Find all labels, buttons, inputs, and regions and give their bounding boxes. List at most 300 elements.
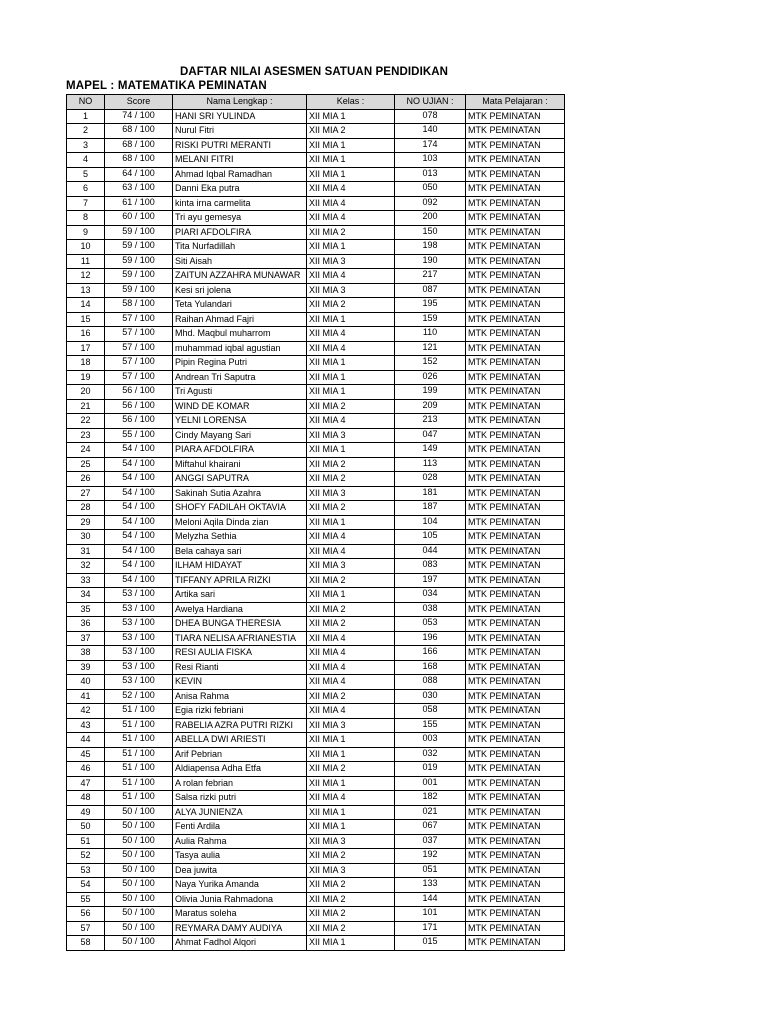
cell-no-ujian: 047 xyxy=(395,428,466,443)
table-row xyxy=(67,182,565,197)
cell-nama: Arif Pebrian xyxy=(173,747,307,762)
column-header-score: Score xyxy=(105,95,173,110)
cell-kelas: XII MIA 1 xyxy=(307,370,395,385)
cell-nama: SHOFY FADILAH OKTAVIA xyxy=(173,501,307,516)
cell-kelas: XII MIA 2 xyxy=(307,878,395,893)
cell-score: 53 / 100 xyxy=(105,660,173,675)
cell-no-ujian: 187 xyxy=(395,501,466,516)
cell-no: 24 xyxy=(67,443,105,458)
cell-nama: Bela cahaya sari xyxy=(173,544,307,559)
cell-mapel: MTK PEMINATAN xyxy=(466,878,565,893)
cell-no-ujian: 037 xyxy=(395,834,466,849)
cell-kelas: XII MIA 4 xyxy=(307,182,395,197)
cell-no-ujian: 209 xyxy=(395,399,466,414)
cell-nama: Tri Agusti xyxy=(173,385,307,400)
cell-score: 57 / 100 xyxy=(105,356,173,371)
cell-kelas: XII MIA 3 xyxy=(307,559,395,574)
cell-nama: Awelya Hardiana xyxy=(173,602,307,617)
cell-no: 31 xyxy=(67,544,105,559)
table-row xyxy=(67,167,565,182)
cell-no-ujian: 026 xyxy=(395,370,466,385)
cell-no: 27 xyxy=(67,486,105,501)
table-row xyxy=(67,457,565,472)
cell-no-ujian: 105 xyxy=(395,530,466,545)
cell-no: 17 xyxy=(67,341,105,356)
cell-no: 47 xyxy=(67,776,105,791)
cell-no: 44 xyxy=(67,733,105,748)
cell-no-ujian: 159 xyxy=(395,312,466,327)
cell-mapel: MTK PEMINATAN xyxy=(466,414,565,429)
cell-mapel: MTK PEMINATAN xyxy=(466,762,565,777)
cell-no-ujian: 053 xyxy=(395,617,466,632)
cell-no: 4 xyxy=(67,153,105,168)
cell-nama: Cindy Mayang Sari xyxy=(173,428,307,443)
table-row xyxy=(67,602,565,617)
cell-mapel: MTK PEMINATAN xyxy=(466,341,565,356)
cell-mapel: MTK PEMINATAN xyxy=(466,182,565,197)
cell-kelas: XII MIA 4 xyxy=(307,646,395,661)
cell-no: 22 xyxy=(67,414,105,429)
table-row xyxy=(67,559,565,574)
cell-no-ujian: 030 xyxy=(395,689,466,704)
cell-kelas: XII MIA 2 xyxy=(307,225,395,240)
cell-kelas: XII MIA 2 xyxy=(307,573,395,588)
cell-mapel: MTK PEMINATAN xyxy=(466,660,565,675)
cell-mapel: MTK PEMINATAN xyxy=(466,617,565,632)
cell-score: 50 / 100 xyxy=(105,805,173,820)
cell-kelas: XII MIA 1 xyxy=(307,153,395,168)
table-row xyxy=(67,196,565,211)
cell-kelas: XII MIA 4 xyxy=(307,704,395,719)
cell-no-ujian: 103 xyxy=(395,153,466,168)
cell-no: 36 xyxy=(67,617,105,632)
table-row xyxy=(67,341,565,356)
cell-nama: ALYA JUNIENZA xyxy=(173,805,307,820)
cell-mapel: MTK PEMINATAN xyxy=(466,486,565,501)
cell-kelas: XII MIA 4 xyxy=(307,631,395,646)
table-row xyxy=(67,892,565,907)
cell-kelas: XII MIA 4 xyxy=(307,414,395,429)
cell-no: 43 xyxy=(67,718,105,733)
cell-score: 59 / 100 xyxy=(105,240,173,255)
cell-no-ujian: 150 xyxy=(395,225,466,240)
cell-score: 51 / 100 xyxy=(105,776,173,791)
cell-nama: YELNI LORENSA xyxy=(173,414,307,429)
cell-score: 63 / 100 xyxy=(105,182,173,197)
cell-score: 52 / 100 xyxy=(105,689,173,704)
table-row xyxy=(67,211,565,226)
cell-no-ujian: 044 xyxy=(395,544,466,559)
cell-no: 48 xyxy=(67,791,105,806)
cell-mapel: MTK PEMINATAN xyxy=(466,211,565,226)
cell-score: 50 / 100 xyxy=(105,936,173,951)
table-row xyxy=(67,849,565,864)
cell-mapel: MTK PEMINATAN xyxy=(466,298,565,313)
table-row xyxy=(67,588,565,603)
table-row xyxy=(67,675,565,690)
cell-score: 56 / 100 xyxy=(105,399,173,414)
cell-score: 53 / 100 xyxy=(105,617,173,632)
cell-kelas: XII MIA 3 xyxy=(307,486,395,501)
cell-nama: Salsa rizki putri xyxy=(173,791,307,806)
cell-mapel: MTK PEMINATAN xyxy=(466,457,565,472)
cell-mapel: MTK PEMINATAN xyxy=(466,269,565,284)
cell-no: 3 xyxy=(67,138,105,153)
cell-mapel: MTK PEMINATAN xyxy=(466,704,565,719)
cell-no-ujian: 200 xyxy=(395,211,466,226)
cell-mapel: MTK PEMINATAN xyxy=(466,573,565,588)
cell-score: 50 / 100 xyxy=(105,907,173,922)
cell-no: 25 xyxy=(67,457,105,472)
cell-no-ujian: 092 xyxy=(395,196,466,211)
cell-score: 60 / 100 xyxy=(105,211,173,226)
table-row xyxy=(67,327,565,342)
table-row xyxy=(67,501,565,516)
table-row xyxy=(67,472,565,487)
cell-score: 50 / 100 xyxy=(105,921,173,936)
cell-score: 59 / 100 xyxy=(105,254,173,269)
cell-no-ujian: 067 xyxy=(395,820,466,835)
cell-score: 54 / 100 xyxy=(105,501,173,516)
cell-mapel: MTK PEMINATAN xyxy=(466,196,565,211)
cell-kelas: XII MIA 1 xyxy=(307,138,395,153)
cell-kelas: XII MIA 2 xyxy=(307,602,395,617)
cell-nama: Aulia Rahma xyxy=(173,834,307,849)
cell-mapel: MTK PEMINATAN xyxy=(466,501,565,516)
cell-mapel: MTK PEMINATAN xyxy=(466,907,565,922)
cell-no-ujian: 192 xyxy=(395,849,466,864)
cell-mapel: MTK PEMINATAN xyxy=(466,921,565,936)
cell-kelas: XII MIA 2 xyxy=(307,892,395,907)
table-row xyxy=(67,820,565,835)
cell-mapel: MTK PEMINATAN xyxy=(466,588,565,603)
cell-no: 26 xyxy=(67,472,105,487)
cell-score: 54 / 100 xyxy=(105,457,173,472)
table-row xyxy=(67,573,565,588)
cell-no-ujian: 199 xyxy=(395,385,466,400)
cell-mapel: MTK PEMINATAN xyxy=(466,718,565,733)
cell-no-ujian: 166 xyxy=(395,646,466,661)
cell-score: 50 / 100 xyxy=(105,834,173,849)
cell-score: 51 / 100 xyxy=(105,704,173,719)
cell-no-ujian: 174 xyxy=(395,138,466,153)
cell-kelas: XII MIA 3 xyxy=(307,254,395,269)
cell-kelas: XII MIA 3 xyxy=(307,863,395,878)
cell-no: 12 xyxy=(67,269,105,284)
cell-mapel: MTK PEMINATAN xyxy=(466,153,565,168)
table-row xyxy=(67,631,565,646)
cell-no: 57 xyxy=(67,921,105,936)
cell-no: 52 xyxy=(67,849,105,864)
cell-nama: Danni Eka putra xyxy=(173,182,307,197)
cell-no-ujian: 101 xyxy=(395,907,466,922)
cell-no: 41 xyxy=(67,689,105,704)
cell-no-ujian: 198 xyxy=(395,240,466,255)
cell-no-ujian: 078 xyxy=(395,109,466,124)
cell-kelas: XII MIA 2 xyxy=(307,849,395,864)
cell-no: 11 xyxy=(67,254,105,269)
cell-no-ujian: 152 xyxy=(395,356,466,371)
cell-nama: Resi Rianti xyxy=(173,660,307,675)
cell-nama: Fenti Ardila xyxy=(173,820,307,835)
cell-nama: Naya Yurika Amanda xyxy=(173,878,307,893)
cell-no: 21 xyxy=(67,399,105,414)
cell-kelas: XII MIA 1 xyxy=(307,515,395,530)
cell-no: 15 xyxy=(67,312,105,327)
table-row xyxy=(67,399,565,414)
cell-mapel: MTK PEMINATAN xyxy=(466,776,565,791)
table-row xyxy=(67,936,565,951)
cell-no-ujian: 013 xyxy=(395,167,466,182)
cell-no-ujian: 088 xyxy=(395,675,466,690)
table-row xyxy=(67,356,565,371)
cell-no-ujian: 197 xyxy=(395,573,466,588)
cell-no-ujian: 087 xyxy=(395,283,466,298)
cell-kelas: XII MIA 1 xyxy=(307,356,395,371)
cell-no-ujian: 155 xyxy=(395,718,466,733)
cell-nama: TIFFANY APRILA RIZKI xyxy=(173,573,307,588)
cell-mapel: MTK PEMINATAN xyxy=(466,240,565,255)
table-row xyxy=(67,283,565,298)
cell-kelas: XII MIA 2 xyxy=(307,689,395,704)
cell-nama: ANGGI SAPUTRA xyxy=(173,472,307,487)
table-row xyxy=(67,747,565,762)
cell-score: 57 / 100 xyxy=(105,341,173,356)
cell-mapel: MTK PEMINATAN xyxy=(466,791,565,806)
cell-score: 51 / 100 xyxy=(105,762,173,777)
column-header-no: NO xyxy=(67,95,105,110)
table-row xyxy=(67,863,565,878)
cell-score: 59 / 100 xyxy=(105,269,173,284)
cell-no: 53 xyxy=(67,863,105,878)
cell-kelas: XII MIA 4 xyxy=(307,211,395,226)
cell-no-ujian: 190 xyxy=(395,254,466,269)
cell-no-ujian: 213 xyxy=(395,414,466,429)
cell-no: 49 xyxy=(67,805,105,820)
cell-nama: Tasya aulia xyxy=(173,849,307,864)
cell-no-ujian: 196 xyxy=(395,631,466,646)
cell-no: 42 xyxy=(67,704,105,719)
cell-no-ujian: 182 xyxy=(395,791,466,806)
cell-kelas: XII MIA 4 xyxy=(307,675,395,690)
cell-mapel: MTK PEMINATAN xyxy=(466,646,565,661)
table-row xyxy=(67,834,565,849)
cell-no: 20 xyxy=(67,385,105,400)
cell-no-ujian: 015 xyxy=(395,936,466,951)
document-title: DAFTAR NILAI ASESMEN SATUAN PENDIDIKAN xyxy=(180,66,449,78)
table-row xyxy=(67,370,565,385)
cell-mapel: MTK PEMINATAN xyxy=(466,254,565,269)
cell-nama: PIARA AFDOLFIRA xyxy=(173,443,307,458)
table-row xyxy=(67,109,565,124)
cell-nama: kinta irna carmelita xyxy=(173,196,307,211)
cell-no: 56 xyxy=(67,907,105,922)
cell-score: 74 / 100 xyxy=(105,109,173,124)
cell-nama: Nurul Fitri xyxy=(173,124,307,139)
cell-mapel: MTK PEMINATAN xyxy=(466,356,565,371)
cell-no: 55 xyxy=(67,892,105,907)
cell-no: 18 xyxy=(67,356,105,371)
cell-kelas: XII MIA 2 xyxy=(307,501,395,516)
cell-no: 51 xyxy=(67,834,105,849)
table-row xyxy=(67,225,565,240)
cell-kelas: XII MIA 1 xyxy=(307,443,395,458)
table-row xyxy=(67,240,565,255)
cell-nama: Melyzha Sethia xyxy=(173,530,307,545)
cell-no: 6 xyxy=(67,182,105,197)
cell-mapel: MTK PEMINATAN xyxy=(466,124,565,139)
cell-nama: A rolan febrian xyxy=(173,776,307,791)
cell-no: 46 xyxy=(67,762,105,777)
cell-kelas: XII MIA 4 xyxy=(307,196,395,211)
cell-score: 54 / 100 xyxy=(105,559,173,574)
table-row xyxy=(67,878,565,893)
cell-kelas: XII MIA 2 xyxy=(307,472,395,487)
cell-score: 55 / 100 xyxy=(105,428,173,443)
cell-no-ujian: 083 xyxy=(395,559,466,574)
cell-kelas: XII MIA 2 xyxy=(307,617,395,632)
table-row xyxy=(67,660,565,675)
cell-mapel: MTK PEMINATAN xyxy=(466,602,565,617)
table-row xyxy=(67,153,565,168)
cell-nama: KEVIN xyxy=(173,675,307,690)
table-row xyxy=(67,138,565,153)
cell-kelas: XII MIA 1 xyxy=(307,588,395,603)
cell-kelas: XII MIA 1 xyxy=(307,167,395,182)
cell-mapel: MTK PEMINATAN xyxy=(466,283,565,298)
cell-score: 57 / 100 xyxy=(105,312,173,327)
cell-kelas: XII MIA 4 xyxy=(307,791,395,806)
cell-no: 28 xyxy=(67,501,105,516)
cell-mapel: MTK PEMINATAN xyxy=(466,559,565,574)
cell-kelas: XII MIA 4 xyxy=(307,327,395,342)
cell-nama: ABELLA DWI ARIESTI xyxy=(173,733,307,748)
cell-mapel: MTK PEMINATAN xyxy=(466,675,565,690)
cell-score: 68 / 100 xyxy=(105,153,173,168)
cell-score: 59 / 100 xyxy=(105,283,173,298)
cell-mapel: MTK PEMINATAN xyxy=(466,849,565,864)
cell-no-ujian: 144 xyxy=(395,892,466,907)
cell-no: 9 xyxy=(67,225,105,240)
cell-mapel: MTK PEMINATAN xyxy=(466,312,565,327)
cell-score: 61 / 100 xyxy=(105,196,173,211)
cell-no: 40 xyxy=(67,675,105,690)
cell-kelas: XII MIA 1 xyxy=(307,240,395,255)
cell-kelas: XII MIA 4 xyxy=(307,660,395,675)
cell-no: 2 xyxy=(67,124,105,139)
cell-no-ujian: 110 xyxy=(395,327,466,342)
table-row xyxy=(67,718,565,733)
cell-nama: Sakinah Sutia Azahra xyxy=(173,486,307,501)
cell-kelas: XII MIA 2 xyxy=(307,124,395,139)
cell-mapel: MTK PEMINATAN xyxy=(466,805,565,820)
table-row xyxy=(67,298,565,313)
table-row xyxy=(67,124,565,139)
cell-no-ujian: 003 xyxy=(395,733,466,748)
cell-score: 57 / 100 xyxy=(105,327,173,342)
cell-nama: Teta Yulandari xyxy=(173,298,307,313)
cell-score: 68 / 100 xyxy=(105,138,173,153)
cell-no-ujian: 001 xyxy=(395,776,466,791)
cell-mapel: MTK PEMINATAN xyxy=(466,225,565,240)
cell-mapel: MTK PEMINATAN xyxy=(466,443,565,458)
cell-no: 14 xyxy=(67,298,105,313)
cell-no-ujian: 140 xyxy=(395,124,466,139)
cell-kelas: XII MIA 1 xyxy=(307,733,395,748)
cell-no-ujian: 019 xyxy=(395,762,466,777)
cell-nama: Pipin Regina Putri xyxy=(173,356,307,371)
cell-mapel: MTK PEMINATAN xyxy=(466,834,565,849)
cell-kelas: XII MIA 2 xyxy=(307,921,395,936)
cell-kelas: XII MIA 3 xyxy=(307,718,395,733)
table-row xyxy=(67,646,565,661)
cell-nama: Egia rizki febriani xyxy=(173,704,307,719)
cell-nama: Ahmat Fadhol Alqori xyxy=(173,936,307,951)
cell-nama: Meloni Aqila Dinda zian xyxy=(173,515,307,530)
table-row xyxy=(67,704,565,719)
cell-mapel: MTK PEMINATAN xyxy=(466,167,565,182)
cell-no: 54 xyxy=(67,878,105,893)
cell-kelas: XII MIA 1 xyxy=(307,776,395,791)
cell-score: 58 / 100 xyxy=(105,298,173,313)
cell-mapel: MTK PEMINATAN xyxy=(466,109,565,124)
cell-mapel: MTK PEMINATAN xyxy=(466,631,565,646)
cell-kelas: XII MIA 4 xyxy=(307,341,395,356)
cell-kelas: XII MIA 2 xyxy=(307,457,395,472)
cell-kelas: XII MIA 3 xyxy=(307,283,395,298)
cell-kelas: XII MIA 1 xyxy=(307,820,395,835)
cell-no: 35 xyxy=(67,602,105,617)
column-header-no-ujian: NO UJIAN : xyxy=(395,95,466,110)
table-body xyxy=(67,109,565,950)
cell-no-ujian: 051 xyxy=(395,863,466,878)
cell-no-ujian: 034 xyxy=(395,588,466,603)
cell-no: 19 xyxy=(67,370,105,385)
table-row xyxy=(67,530,565,545)
cell-mapel: MTK PEMINATAN xyxy=(466,747,565,762)
cell-no: 30 xyxy=(67,530,105,545)
document-subtitle: MAPEL : MATEMATIKA PEMINATAN xyxy=(66,80,267,92)
cell-no-ujian: 050 xyxy=(395,182,466,197)
cell-kelas: XII MIA 2 xyxy=(307,907,395,922)
cell-nama: ILHAM HIDAYAT xyxy=(173,559,307,574)
cell-mapel: MTK PEMINATAN xyxy=(466,327,565,342)
cell-no: 34 xyxy=(67,588,105,603)
table-row xyxy=(67,689,565,704)
cell-no-ujian: 121 xyxy=(395,341,466,356)
cell-score: 51 / 100 xyxy=(105,718,173,733)
cell-no-ujian: 028 xyxy=(395,472,466,487)
cell-no: 37 xyxy=(67,631,105,646)
cell-no-ujian: 217 xyxy=(395,269,466,284)
cell-no: 45 xyxy=(67,747,105,762)
cell-no: 1 xyxy=(67,109,105,124)
table-row xyxy=(67,254,565,269)
cell-score: 50 / 100 xyxy=(105,892,173,907)
cell-score: 50 / 100 xyxy=(105,820,173,835)
table-row xyxy=(67,762,565,777)
cell-no-ujian: 021 xyxy=(395,805,466,820)
cell-score: 54 / 100 xyxy=(105,530,173,545)
table-row xyxy=(67,486,565,501)
cell-score: 53 / 100 xyxy=(105,631,173,646)
cell-mapel: MTK PEMINATAN xyxy=(466,863,565,878)
cell-nama: Tita Nurfadillah xyxy=(173,240,307,255)
cell-mapel: MTK PEMINATAN xyxy=(466,733,565,748)
table-row xyxy=(67,791,565,806)
cell-score: 54 / 100 xyxy=(105,544,173,559)
cell-nama: Siti Aisah xyxy=(173,254,307,269)
